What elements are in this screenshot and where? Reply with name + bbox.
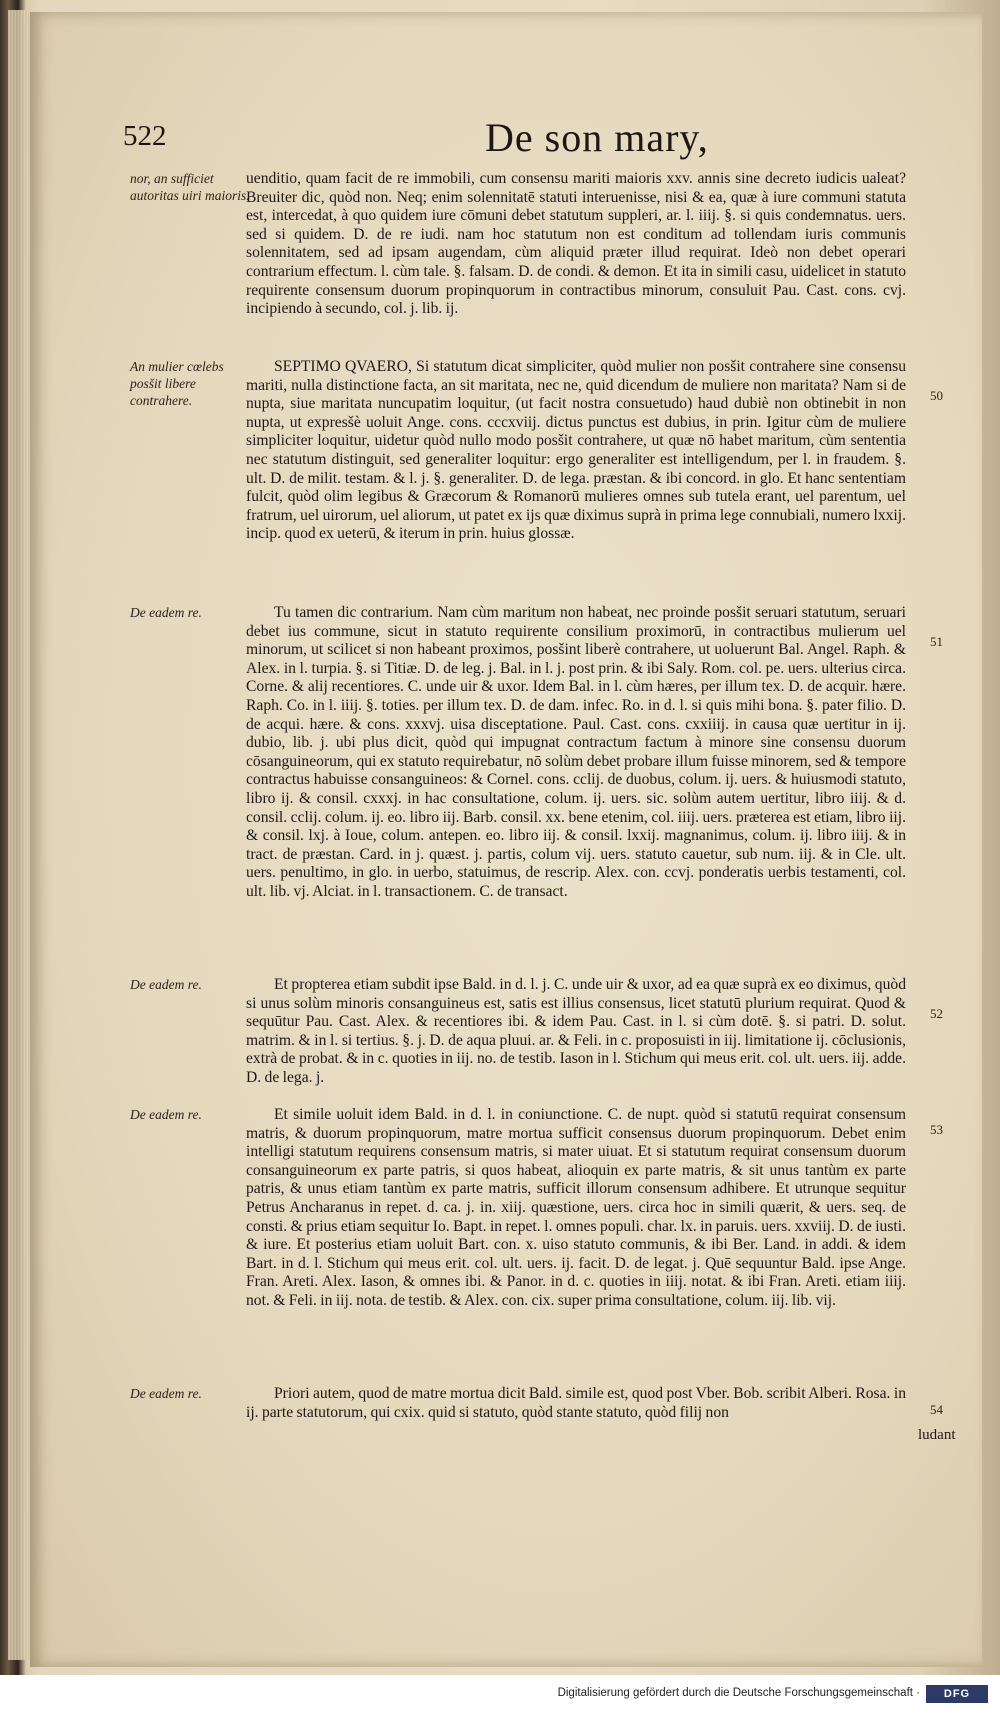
page-edges xyxy=(8,10,30,1660)
footer-credit: Digitalisierung gefördert durch die Deutsche Forschungsgemeinschaft · xyxy=(557,1687,920,1699)
paragraph-number: 50 xyxy=(930,388,943,403)
margin-note: De eadem re. xyxy=(130,1107,202,1122)
paragraph: uenditio, quam facit de re immobili, cum consensu mariti maioris xxv. annis sine decreto iudicis ualeat? Breuiter dic, quòd non. Neq; enim solennitatē statuti interuenisse, nisi & ea, quæ à iure communi statuta est, intercedat, à quo quidem iure cōmuni debet statutum suppleri, ar. l. iiij. §. si quis condemnatus. uers. sed si quidem. D. de re iudi. nam hoc statutum non est conditum ad tollendam iuris communis solennitatem, sed ad ipsam augendam, cùm aliquid præter illud requirat. Ideò non debet operari contrarium effectum. l. cùm tale. §. falsam. D. de condi. & demon. Et ita in simili casu, uidelicet in statuto requirente consensum duorum propinquorum in contractibus minorum, consuluit Pau. Cast. cons. cvj. incipiendo à secundo, col. j. lib. ij. xyxy=(246,170,906,318)
digitization-footer xyxy=(0,1675,1000,1715)
running-title: De son mary, xyxy=(485,115,709,160)
paragraph: Et simile uoluit idem Bald. in d. l. in coniunctione. C. de nupt. quòd si statutū requirat consensum matris, & duorum propinquorum, matre mortua sufficit consensus duorum propinquorum. Debet enim intelligi statutum requirens consensum matris, si mater uiuat. Et si statutum requirat consensum duorum consanguineorum ex parte patris, si quos habeat, alioquin ex parte matris, & sit unus tantùm ex parte patris, & unus etiam tantùm ex parte matris, sufficit illorum consensum adhibere. Et utrunque sequitur Petrus Ancharanus in repet. d. ca. j. in. xiij. quæstione, uers. circa hoc in simili quærit, & uers. seq. de consti. & prius etiam sequitur Io. Bapt. in repet. l. omnes populi. char. lx. in paruis. uers. xxviij. D. de iusti. & iure. Et posterius etiam uoluit Bart. con. x. uiso statuto communis, & ibi Ber. Land. in addi. & idem Bart. in d. l. Stichum qui meus erit. col. ult. uers. ij. facit. D. de legat. j. Quē sequuntur Bald. ipse Ange. Fran. Areti. Alex. Iason, & omnes ibi. & Panor. in d. c. quoties in iiij. notat. & ibi Fran. Areti. etiam iiij. not. & Feli. in iij. nota. de testib. & Alex. con. cix. super prima consultatione, colum. iij. lib. vij. xyxy=(246,1106,906,1309)
paragraph: SEPTIMO QVAERO, Si statutum dicat simpliciter, quòd mulier non posšit contrahere sine consensu mariti, nulla distinctione facta, an sit maritata, nec ne, quid dicendum de muliere non maritata? Nam si de nupta, siue maritata nuncupatim loquitur, (ut facit nostra consuetudo) haud dubiè non obtinebit in non nupta, ut expresšè uoluit Ange. cons. cccxviij. dictus punctus est dubius, in prin. Igitur cùm de muliere simpliciter loquitur, uidetur quòd nullo modo posšit contrahere, ut quæ nō habet maritum, cùm sententia nec statutum distinguit, sed generaliter loquitur: ergo generaliter est intelligendum, per l. in fraudem. §. ult. D. de milit. testam. & l. j. §. generaliter. D. de lega. præstan. & ibi concord. in glo. Et hanc sententiam fulcit, quòd olim legibus & Græcorum & Romanorū mulieres omnes sub tutela erant, uel parentum, uel fratrum, uel uirorum, uel aliorum, ut patet ex ijs quæ diximus suprà in prima lege connubiali, numero lxxij. incip. quod ex ueterū, & iterum in prin. huius glossæ. xyxy=(246,358,906,543)
page-number: 522 xyxy=(123,120,167,152)
paragraph-number: 53 xyxy=(930,1122,943,1137)
paragraph-number: 51 xyxy=(930,634,943,649)
paragraph: Tu tamen dic contrarium. Nam cùm maritum non habeat, nec proinde posšit seruari statutum, seruari debet ius commune, sicut in statuto requirente consilium proximorū, in contractibus mulierum uel minorum, ut scilicet si non habeant proximos, posšint liberè contrahere, ut uoluerunt Bal. Angel. Raph. & Alex. in l. turpia. §. si Titiæ. D. de leg. j. Bal. in l. j. post prin. & ibi Saly. Rom. col. pe. uers. ulterius circa. Corne. & alij recentiores. C. unde uir & uxor. Idem Bal. in l. cùm hæres, per illum tex. D. de acquir. hære. Raph. Co. in l. iiij. §. toties. per illum tex. D. de dam. infec. Ro. in d. l. si quis mihi bona. §. pater filio. D. de acqui. hære. & cons. xxxvj. uisa disceptatione. Paul. Cast. cons. cxxiiij. in causa quæ uertitur in ij. dubio, lib. j. ubi plus dicit, quòd qui impugnat contractum factum à minore sine consensu duorum cōsanguineorum, qui ex statuto requirebatur, nō solùm debet probare illum fuisse minorem, sed & tempore contractus habuisse consanguineos: & Cornel. cons. cclij. de duobus, colum. ij. uers. & huiusmodi statuto, libro ij. & consil. cxxxj. in hac consultatione, colum. ij. uers. sic. solùm autem uertitur, libro iiij. & d. consil. cclij. colum. ij. eo. libro iij. Barb. consil. xx. bene etenim, col. iiij. uers. præterea est etiam, libro iij. & consil. lxj. à Ioue, colum. antepen. eo. libro iij. & consil. lxxij. magnanimus, colum. ij. libro iiij. & in tract. de præstan. Card. in j. quæst. j. partis, colum vij. uers. statuto cauetur, sub num. iij. & in Cle. ult. uers. penultimo, in glo. in uerbo, statuimus, de rescrip. Alex. con. ccvj. ponderatis uerbis testamenti, col. ult. lib. vj. Alciat. in l. transactionem. C. de transact. xyxy=(246,604,906,900)
paragraph: Priori autem, quod de matre mortua dicit Bald. simile est, quod post Vber. Bob. scribit Alberi. Rosa. in ij. parte statutorum, qui cxix. quid si statuto, quòd stante statuto, quòd filij non xyxy=(246,1385,906,1421)
paragraph-number: 54 xyxy=(930,1402,943,1417)
catchword: ludant xyxy=(918,1427,956,1443)
dfg-logo-icon: DFG xyxy=(926,1685,988,1703)
paragraph-number: 52 xyxy=(930,1006,943,1021)
margin-note: An mulier cœlebs posšit libere contrahere. xyxy=(130,359,224,408)
page-header xyxy=(30,114,982,174)
margin-note: De eadem re. xyxy=(130,977,202,992)
book-page xyxy=(30,12,982,1667)
paragraph: Et propterea etiam subdit ipse Bald. in d. l. j. C. unde uir & uxor, ad ea quæ suprà ex eo diximus, quòd si unus solùm minoris consanguineus est, satis est illius consensus, licet statutū plurium requirat. Quod & sequūtur Pau. Cast. Alex. & recentiores ibi. & idem Pau. Cast. in l. si cùm dotē. §. si patri. D. solut. matrim. & in l. si tertius. §. j. D. de aqua pluui. ar. & Feli. in c. proposuisti in iij. limitatione ij. cōclusionis, extrà de probat. & in c. quoties in iij. no. de testib. Iason in l. Stichum qui meus erit. col. ult. uers. iij. adde. D. de lega. j. xyxy=(246,976,906,1086)
margin-note: De eadem re. xyxy=(130,605,202,620)
margin-note: De eadem re. xyxy=(130,1386,202,1401)
margin-note: nor, an sufficiet autoritas uiri maioris. xyxy=(130,171,250,203)
